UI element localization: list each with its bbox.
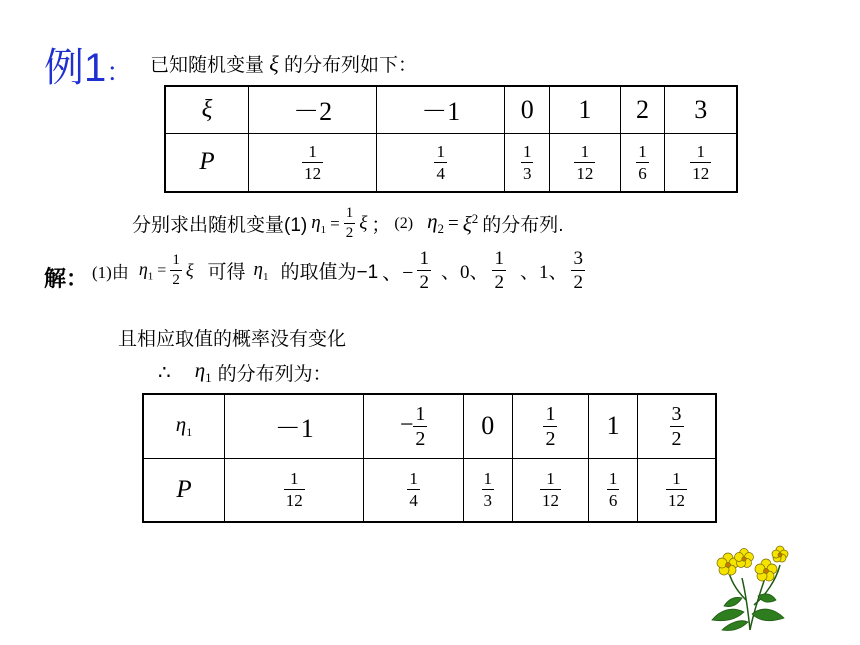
- example-label-text: 例1: [44, 46, 107, 90]
- eq1-lhs: [311, 212, 326, 236]
- flower-svg: [706, 540, 792, 632]
- denominator: 4: [409, 491, 418, 511]
- question-post: 的分布列.: [482, 215, 564, 236]
- sol-eq-equals: =: [157, 261, 167, 279]
- denominator: 2: [345, 225, 354, 241]
- denominator: 12: [692, 163, 710, 183]
- denominator: 6: [608, 491, 618, 511]
- eq2-sub: 2: [437, 221, 444, 237]
- numerator: 1: [415, 402, 426, 425]
- eq2-var: η: [427, 209, 438, 234]
- numerator: 1: [308, 141, 317, 161]
- solution-part1: (1)由: [92, 263, 129, 282]
- denominator: 12: [668, 491, 686, 511]
- sol-mid2: 、1、: [519, 262, 568, 283]
- eq1-fraction: [344, 206, 356, 241]
- eq1-equals: =: [330, 213, 340, 233]
- solution-line-3: [158, 358, 332, 386]
- sol-frac-3: [571, 249, 585, 292]
- sol-eq-var: η: [138, 258, 148, 279]
- eq1-var: η: [311, 211, 321, 233]
- fraction: [302, 143, 323, 182]
- solution-line-1: [44, 248, 585, 293]
- eq2-lhs: [427, 209, 444, 237]
- table2-prob-cell: [463, 458, 512, 522]
- numerator: 1: [638, 141, 647, 161]
- table2-value-row: [143, 394, 716, 458]
- table1-prob-cell: [377, 133, 505, 192]
- denominator: 2: [415, 427, 426, 450]
- numerator: 1: [522, 141, 532, 161]
- line3-eta: η: [194, 358, 206, 382]
- denominator: 2: [671, 427, 682, 450]
- table1-prob-cell: [550, 133, 620, 192]
- intro-var: ξ: [269, 51, 279, 76]
- sol-mid: 、0、: [440, 262, 489, 283]
- fraction: [636, 143, 649, 182]
- denominator: 2: [494, 272, 504, 293]
- minus-sign: −: [399, 411, 414, 438]
- numerator: 1: [419, 248, 429, 269]
- table2-sub: 1: [186, 425, 193, 440]
- table2-value-cell: 1: [589, 394, 638, 458]
- table2-header-var: [143, 394, 225, 458]
- question-pre: 分别求出随机变量(1): [132, 215, 308, 236]
- table2-value-cell: －1: [225, 394, 364, 458]
- intro-pre: 已知随机变量: [150, 55, 265, 76]
- denominator: 2: [573, 272, 583, 293]
- table2-value-cell: [364, 394, 463, 458]
- denominator: 2: [419, 272, 429, 293]
- sol-can-get: 可得: [207, 262, 246, 283]
- eq1-xi: ξ: [359, 212, 368, 234]
- denominator: 4: [436, 163, 445, 183]
- sol-frac-2: [492, 249, 506, 292]
- denominator: 3: [483, 491, 492, 511]
- fraction: [284, 470, 305, 509]
- denominator: 12: [576, 163, 594, 183]
- table2-prob-label: P: [143, 458, 225, 522]
- table1-prob-row: [165, 133, 737, 192]
- table1-value-cell: 0: [505, 86, 550, 133]
- numerator: 1: [580, 141, 590, 161]
- sol-frac-1: [417, 249, 431, 292]
- table1-value-cell: 2: [620, 86, 665, 133]
- example-label: [44, 36, 132, 93]
- table2-prob-cell: [589, 458, 638, 522]
- question-sep: ；: [371, 215, 391, 236]
- fraction: [521, 143, 534, 182]
- numerator: 1: [345, 205, 354, 221]
- table2-value-cell: 0: [463, 394, 512, 458]
- numerator: 1: [436, 141, 445, 161]
- table2-prob-cell: [225, 458, 364, 522]
- table2-prob-row: [143, 458, 716, 522]
- fraction: [413, 404, 427, 449]
- table1-prob-cell: [249, 133, 377, 192]
- sol-var: [254, 259, 269, 283]
- table1-value-cell: 1: [550, 86, 620, 133]
- sol-eq-xi: ξ: [185, 260, 194, 280]
- line3-sub: 1: [205, 370, 212, 386]
- solution-line-2: 且相应取值的概率没有变化: [118, 329, 347, 350]
- fraction: [670, 404, 684, 449]
- sol-var-sub: 1: [262, 270, 269, 283]
- distribution-table-eta1: [142, 393, 717, 523]
- denominator: 3: [522, 163, 532, 183]
- table2-prob-cell: [364, 458, 463, 522]
- sol-values-text: 的取值为−1: [280, 262, 379, 283]
- numerator: 1: [545, 402, 556, 425]
- numerator: 3: [671, 402, 682, 425]
- fraction: [666, 470, 687, 509]
- question-part2: (2): [394, 214, 414, 232]
- numerator: 1: [672, 469, 681, 489]
- denominator: 12: [285, 491, 303, 511]
- fraction: [434, 143, 447, 182]
- intro-post: 的分布列如下：: [284, 55, 418, 76]
- sol-eq-sub: 1: [147, 270, 154, 283]
- fraction: [607, 470, 620, 509]
- denominator: 2: [172, 272, 180, 288]
- numerator: 1: [289, 469, 299, 489]
- sol-eq-fraction: [170, 253, 182, 288]
- table1-value-row: [165, 86, 737, 133]
- therefore-symbol: ∴: [158, 361, 171, 384]
- numerator: 3: [573, 248, 583, 269]
- table2-prob-cell: [512, 458, 589, 522]
- table1-header-var: ξ: [165, 86, 249, 133]
- numerator: 1: [696, 141, 705, 161]
- table1-prob-cell: [505, 133, 550, 192]
- eq2-xi: [463, 211, 479, 237]
- denominator: 12: [541, 491, 559, 511]
- intro-line: [150, 50, 417, 77]
- distribution-table-xi: [164, 85, 738, 193]
- numerator: 1: [608, 469, 618, 489]
- numerator: 1: [494, 248, 504, 269]
- eq1-sub: 1: [320, 223, 327, 236]
- table2-eta: η: [175, 412, 187, 437]
- denominator: 6: [638, 163, 647, 183]
- question-line: [132, 206, 564, 241]
- table1-value-cell: －1: [377, 86, 505, 133]
- fraction: [543, 404, 557, 449]
- table2-prob-cell: [638, 458, 716, 522]
- numerator: 1: [172, 252, 180, 268]
- solution-label: 解：: [44, 266, 89, 291]
- fraction: [574, 143, 595, 182]
- example-colon: ：: [106, 57, 133, 87]
- table1-prob-label: P: [165, 133, 249, 192]
- eq2-sup: 2: [471, 210, 479, 226]
- eq2-xi-var: ξ: [462, 211, 472, 236]
- numerator: 1: [409, 469, 418, 489]
- table1-value-cell: 3: [665, 86, 737, 133]
- denominator: 12: [304, 163, 322, 183]
- sol-eq-lhs: [139, 259, 153, 283]
- numerator: 1: [546, 469, 555, 489]
- table1-prob-cell: [620, 133, 665, 192]
- line3-var: [195, 358, 212, 386]
- table2-value-cell: [638, 394, 716, 458]
- fraction: [482, 470, 495, 509]
- flower-icon: [706, 540, 792, 632]
- table2-value-cell: [512, 394, 589, 458]
- table1-value-cell: －2: [249, 86, 377, 133]
- denominator: 2: [545, 427, 556, 450]
- fraction: [540, 470, 561, 509]
- fraction: [407, 470, 420, 509]
- sol-var-eta: η: [253, 258, 263, 280]
- eq2-equals: =: [448, 212, 459, 234]
- numerator: 1: [483, 469, 492, 489]
- line3-post: 的分布列为：: [217, 363, 332, 385]
- table1-prob-cell: [665, 133, 737, 192]
- sol-sep1: 、−: [382, 262, 414, 284]
- fraction: [690, 143, 711, 182]
